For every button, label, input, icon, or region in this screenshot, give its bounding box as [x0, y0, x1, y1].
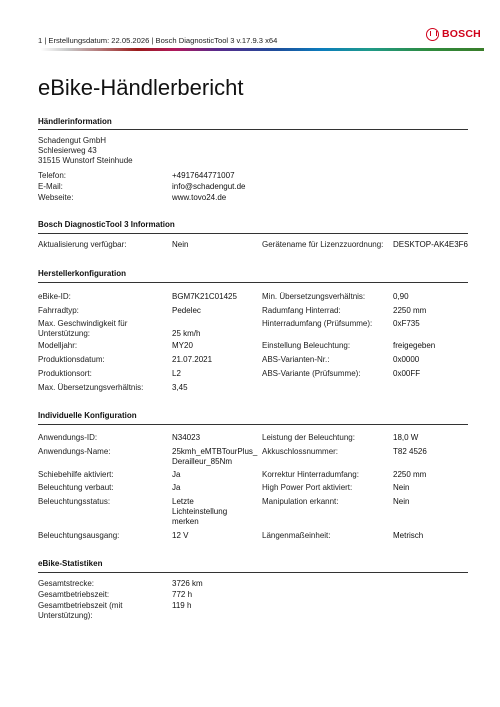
push-assist-label: Schiebehilfe aktiviert:	[38, 470, 114, 479]
ebike-id-value: BGM7K21C01425	[172, 292, 237, 301]
web-value: www.tovo24.de	[172, 193, 227, 202]
distance-value: 3726 km	[172, 579, 203, 588]
section-title-dealer: Händlerinformation	[38, 117, 112, 126]
wheel-checksum-label: Hinterradumfang (Prüfsumme):	[262, 319, 373, 328]
light-status-value-cont: Lichteinstellung	[172, 507, 228, 516]
light-status-label: Beleuchtungsstatus:	[38, 497, 111, 506]
max-speed-label: Max. Geschwindigkeit für	[38, 319, 128, 328]
light-setting-value: freigegeben	[393, 341, 436, 350]
email-label: E-Mail:	[38, 182, 63, 191]
bosch-logo	[426, 27, 481, 41]
battery-lock-value: T82 4526	[393, 447, 427, 456]
prod-date-label: Produktionsdatum:	[38, 355, 105, 364]
app-name-value-cont: Derailleur_85Nm	[172, 457, 233, 466]
assist-runtime-label: Gesamtbetriebszeit (mit	[38, 601, 123, 610]
max-ratio-value: 3,45	[172, 383, 188, 392]
device-value: DESKTOP-AK4E3F6	[393, 240, 468, 249]
model-year-value: MY20	[172, 341, 193, 350]
assist-runtime-value: 119 h	[172, 601, 192, 610]
prod-place-label: Produktionsort:	[38, 369, 92, 378]
assist-runtime-label-cont: Unterstützung):	[38, 611, 93, 620]
light-status-value: Letzte	[172, 497, 194, 506]
runtime-label: Gesamtbetriebszeit:	[38, 590, 110, 599]
abs-nr-label: ABS-Varianten-Nr.:	[262, 355, 330, 364]
abs-variant-value: 0x00FF	[393, 369, 421, 378]
min-ratio-label: Min. Übersetzungsverhältnis:	[262, 292, 366, 301]
section-title-individual: Individuelle Konfiguration	[38, 411, 137, 420]
phone-value: +4917644771007	[172, 171, 235, 180]
section-divider	[38, 424, 468, 425]
hp-port-label: High Power Port aktiviert:	[262, 483, 353, 492]
section-title-tool: Bosch DiagnosticTool 3 Information	[38, 220, 175, 229]
length-unit-label: Längenmaßeinheit:	[262, 531, 331, 540]
light-output-label: Beleuchtungsausgang:	[38, 531, 120, 540]
manipulation-label: Manipulation erkannt:	[262, 497, 339, 506]
section-divider	[38, 282, 468, 283]
prod-place-value: L2	[172, 369, 181, 378]
bike-type-value: Pedelec	[172, 306, 201, 315]
header-info: 1 | Erstellungsdatum: 22.05.2026 | Bosch DiagnosticTool 3 v.17.9.3 x64	[38, 36, 278, 45]
push-assist-value: Ja	[172, 470, 181, 479]
section-divider	[38, 572, 468, 573]
section-divider	[38, 129, 468, 130]
app-name-label: Anwendungs-Name:	[38, 447, 111, 456]
runtime-value: 772 h	[172, 590, 193, 599]
min-ratio-value: 0,90	[393, 292, 409, 301]
ebike-id-label: eBike-ID:	[38, 292, 71, 301]
header-color-band	[22, 48, 484, 51]
update-value: Nein	[172, 240, 189, 249]
dealer-name: Schadengut GmbH	[38, 136, 107, 145]
light-setting-label: Einstellung Beleuchtung:	[262, 341, 351, 350]
max-ratio-label: Max. Übersetzungsverhältnis:	[38, 383, 144, 392]
section-title-manufacturer: Herstellerkonfiguration	[38, 269, 127, 278]
distance-label: Gesamtstrecke:	[38, 579, 95, 588]
bike-type-label: Fahrradtyp:	[38, 306, 79, 315]
wheel-correction-label: Korrektur Hinterradumfang:	[262, 470, 359, 479]
bosch-logo-text: BOSCH	[442, 28, 481, 40]
dealer-city: 31515 Wunstorf Steinhude	[38, 156, 133, 165]
page-header	[0, 0, 500, 52]
web-label: Webseite:	[38, 193, 74, 202]
wheel-circ-value: 2250 mm	[393, 306, 427, 315]
hp-port-value: Nein	[393, 483, 410, 492]
phone-label: Telefon:	[38, 171, 67, 180]
length-unit-value: Metrisch	[393, 531, 424, 540]
bosch-armature-icon	[426, 28, 439, 41]
section-divider	[38, 233, 468, 234]
abs-nr-value: 0x0000	[393, 355, 420, 364]
app-id-label: Anwendungs-ID:	[38, 433, 98, 442]
section-title-stats: eBike-Statistiken	[38, 559, 103, 568]
page-title: eBike-Händlerbericht	[38, 75, 244, 100]
dealer-street: Schlesierweg 43	[38, 146, 97, 155]
wheel-correction-value: 2250 mm	[393, 470, 427, 479]
update-label: Aktualisierung verfügbar:	[38, 240, 127, 249]
abs-variant-label: ABS-Variante (Prüfsumme):	[262, 369, 361, 378]
device-label: Gerätename für Lizenzzuordnung:	[262, 240, 384, 249]
max-speed-label-cont: Unterstützung:	[38, 329, 91, 338]
wheel-checksum-value: 0xF735	[393, 319, 420, 328]
light-power-value: 18,0 W	[393, 433, 419, 442]
app-id-value: N34023	[172, 433, 201, 442]
prod-date-value: 21.07.2021	[172, 355, 213, 364]
model-year-label: Modelljahr:	[38, 341, 78, 350]
max-speed-value: 25 km/h	[172, 329, 201, 338]
light-status-value-cont2: merken	[172, 517, 199, 526]
app-name-value: 25kmh_eMTBTourPlus_	[172, 447, 258, 456]
wheel-circ-label: Radumfang Hinterrad:	[262, 306, 341, 315]
light-installed-label: Beleuchtung verbaut:	[38, 483, 114, 492]
light-installed-value: Ja	[172, 483, 181, 492]
battery-lock-label: Akkuschlossnummer:	[262, 447, 339, 456]
light-power-label: Leistung der Beleuchtung:	[262, 433, 355, 442]
email-value: info@schadengut.de	[172, 182, 246, 191]
manipulation-value: Nein	[393, 497, 410, 506]
light-output-value: 12 V	[172, 531, 189, 540]
